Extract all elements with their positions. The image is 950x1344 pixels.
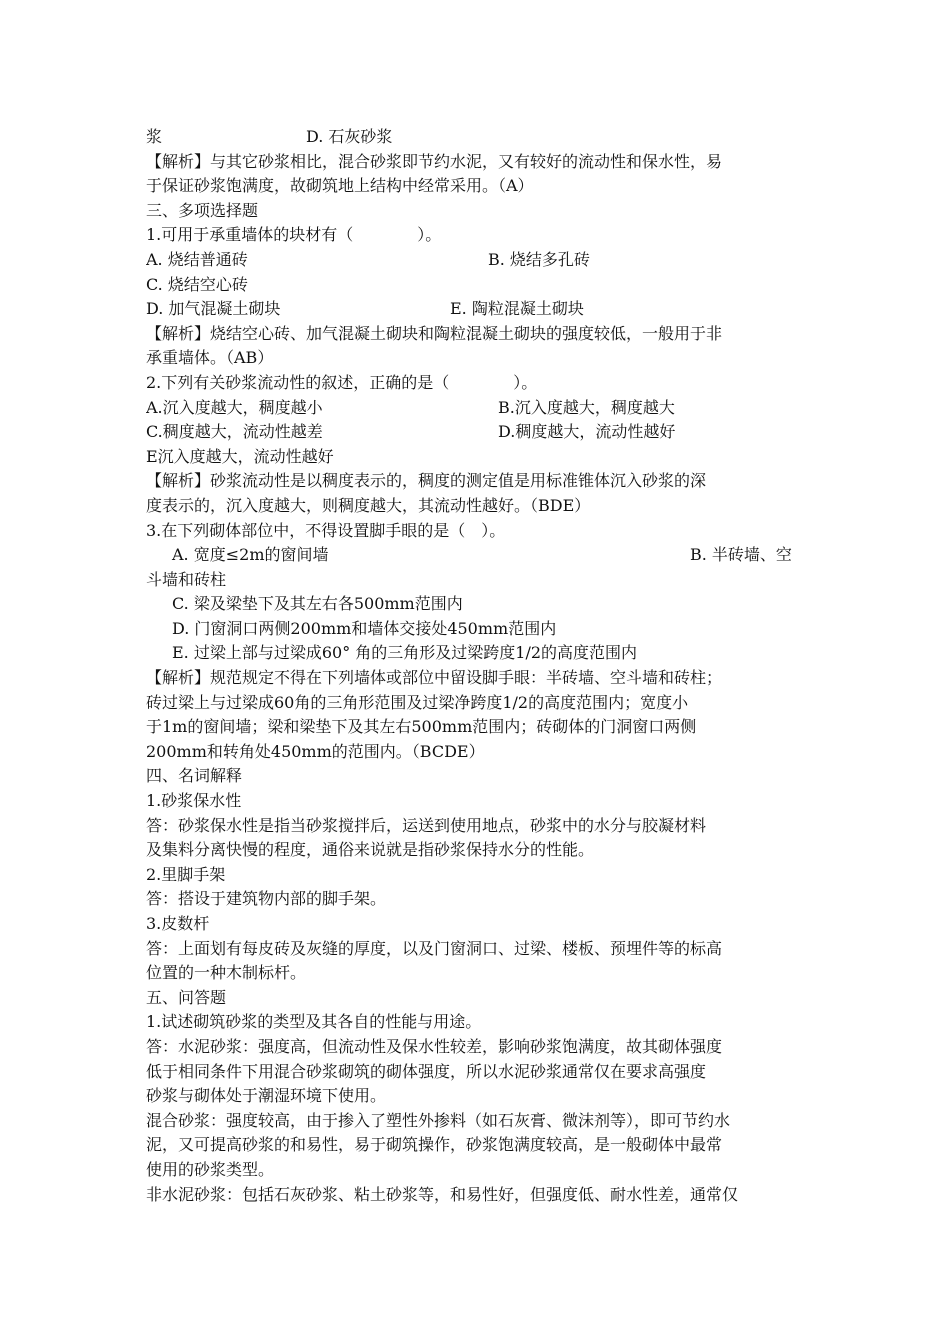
option-left: A. 烧结普通砖 [146, 249, 248, 269]
text-line: D. 门窗洞口两侧200mm和墙体交接处450mm范围内 [172, 618, 557, 638]
text-line: 三、多项选择题 [146, 200, 259, 220]
option-right: D.稠度越大，流动性越好 [498, 422, 676, 442]
text-line: C. 烧结空心砖 [146, 274, 248, 294]
text-line [146, 248, 810, 273]
text-line: 砂浆与砌体处于潮湿环境下使用。 [146, 1086, 387, 1106]
text-line: 承重墙体。（AB） [146, 348, 274, 368]
text-line: 砖过梁上与过梁成60角的三角形范围及过梁净跨度1/2的高度范围内；宽度小 [146, 692, 689, 712]
text-line: 答：搭设于建筑物内部的脚手架。 [146, 889, 387, 909]
text-line: 答：水泥砂浆：强度高，但流动性及保水性较差，影响砂浆饱满度，故其砌体强度 [146, 1036, 723, 1056]
text-line: 答：砂浆保水性是指当砂浆搅拌后，运送到使用地点，砂浆中的水分与胶凝材料 [146, 815, 707, 835]
text-line: 泥，又可提高砂浆的和易性，易于砌筑操作，砂浆饱满度较高，是一般砌体中最常 [146, 1135, 723, 1155]
text-line: 斗墙和砖柱 [146, 569, 227, 589]
text-line: 【解析】砂浆流动性是以稠度表示的，稠度的测定值是用标准锥体沉入砂浆的深 [146, 471, 707, 491]
option-left: A. 宽度≤2m的窗间墙 [172, 545, 329, 565]
option-right: B.沉入度越大，稠度越大 [498, 397, 675, 417]
option-right: E. 陶粒混凝土砌块 [450, 299, 584, 319]
option-right: D. 石灰砂浆 [306, 127, 393, 146]
option-left: A.沉入度越大，稠度越小 [146, 397, 323, 417]
text-line: E. 过梁上部与过梁成60° 角的三角形及过梁跨度1/2的高度范围内 [172, 643, 638, 663]
text-line [146, 125, 810, 150]
text-line: C. 梁及梁垫下及其左右各500mm范围内 [172, 594, 463, 614]
text-line: 位置的一种木制标杆。 [146, 963, 307, 983]
text-line: 1.可用于承重墙体的块材有（ ）。 [146, 225, 442, 245]
text-line: 200mm和转角处450mm的范围内。（BCDE） [146, 741, 485, 761]
text-line: 于保证砂浆饱满度，故砌筑地上结构中经常采用。（A） [146, 176, 534, 196]
text-line: 【解析】与其它砂浆相比，混合砂浆即节约水泥，又有较好的流动性和保水性，易 [146, 151, 723, 171]
text-line: 低于相同条件下用混合砂浆砌筑的砌体强度，所以水泥砂浆通常仅在要求高强度 [146, 1061, 707, 1081]
text-line [146, 420, 810, 445]
option-left: 浆 [146, 127, 163, 146]
text-line: 3.在下列砌体部位中，不得设置脚手眼的是（ ）。 [146, 520, 506, 540]
option-left: C.稠度越大，流动性越差 [146, 422, 323, 442]
text-line: 使用的砂浆类型。 [146, 1159, 275, 1179]
text-line: 于1m的窗间墙；梁和梁垫下及其左右500mm范围内；砖砌体的门洞窗口两侧 [146, 717, 697, 737]
text-line [146, 543, 810, 568]
text-line: 非水泥砂浆：包括石灰砂浆、粘土砂浆等，和易性好，但强度低、耐水性差，通常仅 [146, 1184, 739, 1204]
document-body [146, 125, 810, 1207]
text-line: 四、名词解释 [146, 766, 243, 786]
option-right: B. 烧结多孔砖 [488, 249, 590, 269]
text-line: 【解析】规范规定不得在下列墙体或部位中留设脚手眼：半砖墙、空斗墙和砖柱； [146, 668, 723, 688]
text-line: 2.里脚手架 [146, 864, 226, 884]
text-line: 【解析】烧结空心砖、加气混凝土砌块和陶粒混凝土砌块的强度较低，一般用于非 [146, 323, 723, 343]
text-line [146, 297, 810, 322]
text-line: 混合砂浆：强度较高，由于掺入了塑性外掺料（如石灰膏、微沫剂等），即可节约水 [146, 1110, 731, 1130]
text-line: 答：上面划有每皮砖及灰缝的厚度，以及门窗洞口、过梁、楼板、预埋件等的标高 [146, 938, 723, 958]
text-line: 及集料分离快慢的程度，通俗来说就是指砂浆保持水分的性能。 [146, 840, 595, 860]
text-line: 1.砂浆保水性 [146, 791, 242, 811]
option-right: B. 半砖墙、空 [690, 545, 792, 565]
text-line: E沉入度越大，流动性越好 [146, 446, 334, 466]
option-left: D. 加气混凝土砌块 [146, 299, 281, 319]
text-line: 2.下列有关砂浆流动性的叙述，正确的是（ ）。 [146, 372, 538, 392]
text-line [146, 396, 810, 421]
text-line: 3.皮数杆 [146, 914, 210, 933]
text-line: 五、问答题 [146, 987, 227, 1007]
text-line: 度表示的，沉入度越大，则稠度越大，其流动性越好。（BDE） [146, 495, 591, 515]
text-line: 1.试述砌筑砂浆的类型及其各自的性能与用途。 [146, 1012, 482, 1032]
